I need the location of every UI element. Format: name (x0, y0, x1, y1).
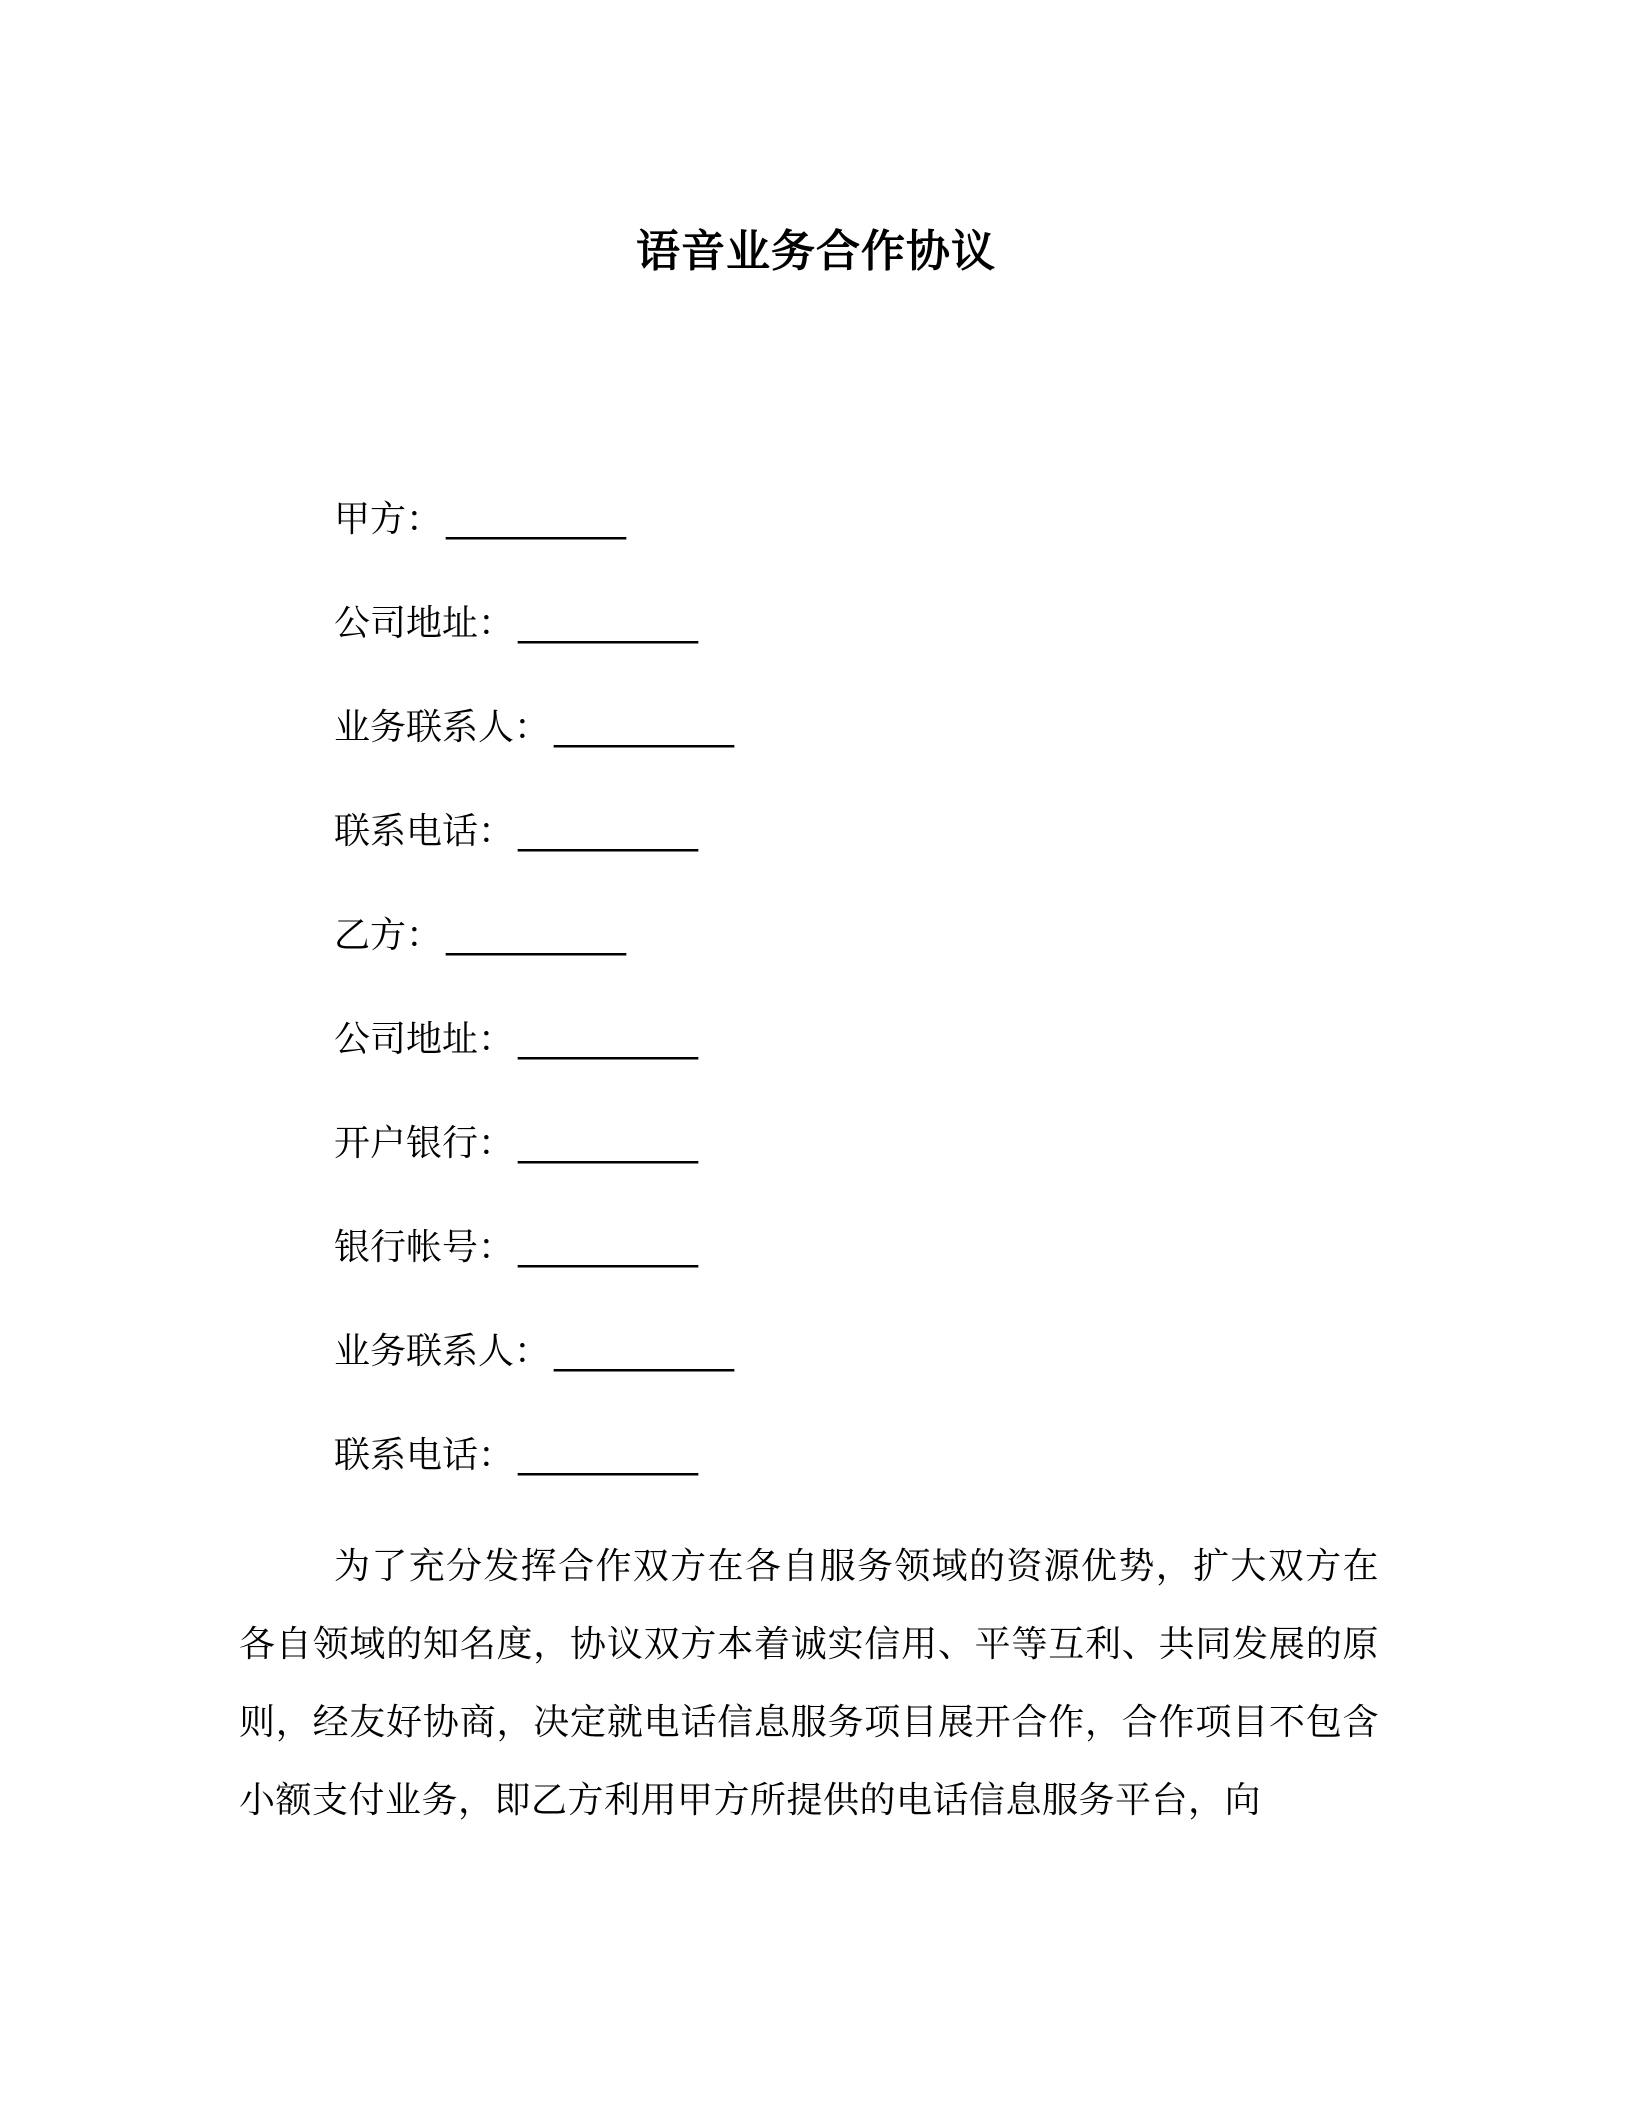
field-party-b-contact (334, 1322, 1434, 1426)
field-separator: ： (478, 1435, 515, 1476)
field-separator: ： (514, 1331, 551, 1372)
field-separator: ： (478, 1123, 515, 1164)
field-separator: ： (514, 707, 551, 748)
field-blank: __________ (446, 499, 627, 540)
field-blank: __________ (518, 1227, 699, 1268)
field-separator: ： (478, 603, 515, 644)
field-party-b (334, 906, 1434, 1010)
intro-paragraph: 为了充分发挥合作双方在各自服务领域的资源优势，扩大双方在各自领域的知名度，协议双方本着诚实信用、平等互利、共同发展的原则，经友好协商，决定就电话信息服务项目展开合作，合作项目不包含小额支付业务，即乙方利用甲方所提供的电话信息服务平台，向 (239, 1546, 1379, 1821)
field-party-b-account (334, 1218, 1434, 1322)
field-party-a (334, 490, 1434, 594)
field-label: 业务联系人 (334, 1331, 515, 1372)
field-party-b-address (334, 1010, 1434, 1114)
field-label: 银行帐号 (334, 1227, 479, 1268)
field-party-b-bank (334, 1114, 1434, 1218)
party-info-list (334, 490, 1434, 1530)
field-label: 甲方 (334, 499, 407, 540)
field-separator: ： (406, 915, 443, 956)
field-label: 开户银行 (334, 1123, 479, 1164)
field-blank: __________ (518, 811, 699, 852)
field-party-a-contact (334, 698, 1434, 802)
field-party-a-address (334, 594, 1434, 698)
field-party-a-phone (334, 802, 1434, 906)
field-separator: ： (478, 1227, 515, 1268)
field-label: 业务联系人 (334, 707, 515, 748)
field-label: 联系电话 (334, 811, 479, 852)
field-separator: ： (478, 1019, 515, 1060)
field-blank: __________ (518, 603, 699, 644)
field-separator: ： (406, 499, 443, 540)
field-label: 公司地址 (334, 603, 479, 644)
field-blank: __________ (554, 1331, 735, 1372)
field-separator: ： (478, 811, 515, 852)
field-label: 乙方 (334, 915, 407, 956)
field-blank: __________ (518, 1019, 699, 1060)
field-blank: __________ (518, 1123, 699, 1164)
field-blank: __________ (554, 707, 735, 748)
field-blank: __________ (518, 1435, 699, 1476)
field-label: 联系电话 (334, 1435, 479, 1476)
field-party-b-phone (334, 1426, 1434, 1530)
page-title: 语音业务合作协议 (636, 226, 996, 277)
field-label: 公司地址 (334, 1019, 479, 1060)
field-blank: __________ (446, 915, 627, 956)
